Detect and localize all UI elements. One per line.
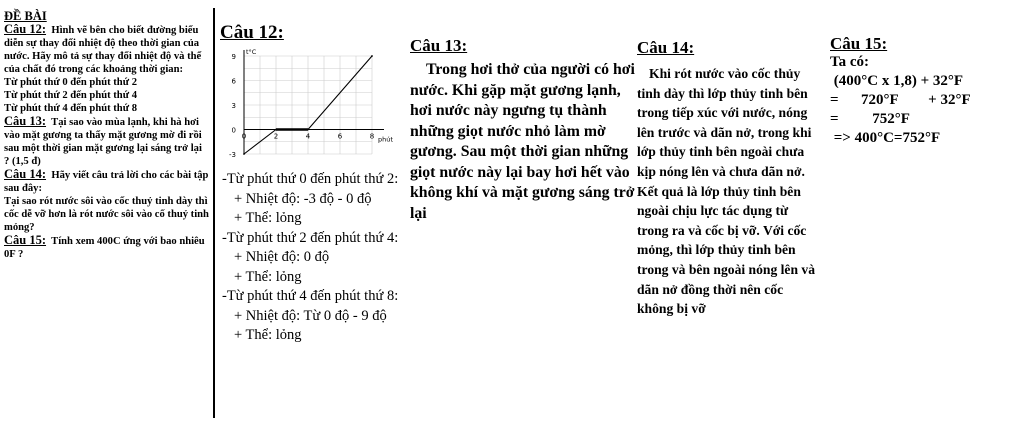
y-axis-label: t°C (246, 48, 257, 56)
column-divider (213, 8, 215, 418)
y-tick-label: 6 (231, 77, 236, 86)
q15-label: Câu 15: (4, 233, 47, 247)
answer-12-line: + Nhiệt độ: -3 độ - 0 độ (234, 190, 372, 207)
answer-14-body: Khi rót nước vào cốc thủy tinh dày thì lớp thủy tinh bên trong tiếp xúc với nước, nóng lên trước và dãn nở, trong khi lớp thủy tinh bên ngoài chưa kịp nóng lên và chưa dãn nở. Kết quả là lớp thủy tinh bên ngoài chịu lực tác dụng từ trong ra và cốc bị vỡ. Với cốc mỏng, thì lớp thủy tinh bên trong và bên ngoài nóng lên và dãn nở đồng thời nên cốc không bị vỡ (637, 66, 816, 317)
q15-text: Tính xem 400C ứng với bao nhiêu 0F ? (4, 236, 205, 260)
data-point (307, 129, 309, 131)
answer-12-body (222, 170, 412, 346)
answer-15-line: = 752°F (830, 111, 910, 127)
answer-15-line: = 720°F + 32°F (830, 92, 971, 108)
q13-text: Tại sao vào mùa lạnh, khi hà hơi vào mặt gương ta thấy mặt gương mờ đi rồi sau một thời gian mặt gương lại sáng trở lại ? (1,5 đ) (4, 117, 202, 167)
q13-label: Câu 13: (4, 114, 47, 128)
q12-text: Hình vẽ bên cho biết đường biểu diễn sự thay đổi nhiệt độ theo thời gian của nước. Hãy mô tả sự thay đổi nhiệt độ và thể (4, 25, 202, 62)
q14-label: Câu 14: (4, 167, 47, 181)
answer-15-line: Ta có: (830, 54, 870, 70)
answer-12-line: + Thể: lỏng (234, 268, 302, 285)
answer-12-line: + Thể: lỏng (234, 210, 302, 226)
problem-statement (4, 10, 209, 261)
answer-15-line: (400°C x 1,8) + 32°F (830, 73, 964, 89)
q12-text2: của chất đó trong các khoảng thời gian: (4, 64, 184, 75)
answer-12-title: Câu 12: (220, 22, 284, 43)
answer-15-title: Câu 15: (830, 34, 888, 53)
q14-text: Hãy viết câu trả lời cho các bài tập sau đây: (4, 170, 209, 194)
data-point (275, 129, 277, 131)
answer-12 (220, 22, 410, 343)
answer-12-line: + Nhiệt độ: 0 độ (234, 249, 330, 265)
q12-item: Từ phút thứ 2 đến phút thứ 4 (4, 90, 138, 101)
q14-text2: Tại sao rót nước sôi vào cốc thuỷ tinh dày thì cốc dễ vỡ hơn là rót nước sôi vào cố thuỷ tinh mỏng? (4, 196, 209, 233)
x-tick-label: 6 (337, 132, 343, 141)
answer-13 (410, 36, 638, 224)
answer-14-title: Câu 14: (637, 38, 695, 57)
answer-12-line: -Từ phút thứ 2 đến phút thứ 4: (222, 229, 399, 246)
x-tick-label: 2 (273, 132, 279, 141)
answer-14 (637, 38, 822, 319)
q12-item: Từ phút thứ 4 đến phút thứ 8 (4, 103, 138, 114)
answer-15-line: => 400°C=752°F (830, 130, 941, 146)
answer-13-body: Trong hơi thở của người có hơi nước. Khi gặp mặt gương lạnh, hơi nước này ngưng tụ thành những giọt nước nhỏ làm mờ gương. Sau một thời gian những giọt nước này lại bay hơi hết vào không khí và mặt gương sáng trở lại (410, 61, 635, 222)
answer-12-line: + Nhiệt độ: Từ 0 độ - 9 độ (234, 307, 387, 324)
x-tick-label: 8 (369, 132, 375, 141)
answer-13-title: Câu 13: (410, 36, 468, 55)
temperature-chart (220, 42, 400, 167)
heading: ĐỀ BÀI (4, 9, 47, 23)
answer-15 (830, 34, 1020, 148)
x-tick-label: 0 (241, 132, 247, 141)
x-tick-label: 4 (305, 132, 311, 141)
answer-12-line: -Từ phút thứ 0 đến phút thứ 2: (222, 171, 399, 187)
y-tick-label: 0 (231, 126, 236, 135)
answer-15-body (830, 53, 1020, 148)
data-point (243, 153, 245, 155)
q12-label: Câu 12: (4, 22, 47, 36)
y-tick-label: 9 (231, 53, 236, 61)
q12-item: Từ phút thứ 0 đến phút thứ 2 (4, 77, 138, 88)
y-tick-label: -3 (229, 151, 236, 159)
answer-12-line: + Thể: lỏng (234, 327, 302, 343)
data-point (371, 55, 373, 57)
answer-12-line: -Từ phút thứ 4 đến phút thứ 8: (222, 288, 399, 304)
x-axis-label: phút (378, 135, 393, 144)
y-tick-label: 3 (231, 102, 236, 110)
